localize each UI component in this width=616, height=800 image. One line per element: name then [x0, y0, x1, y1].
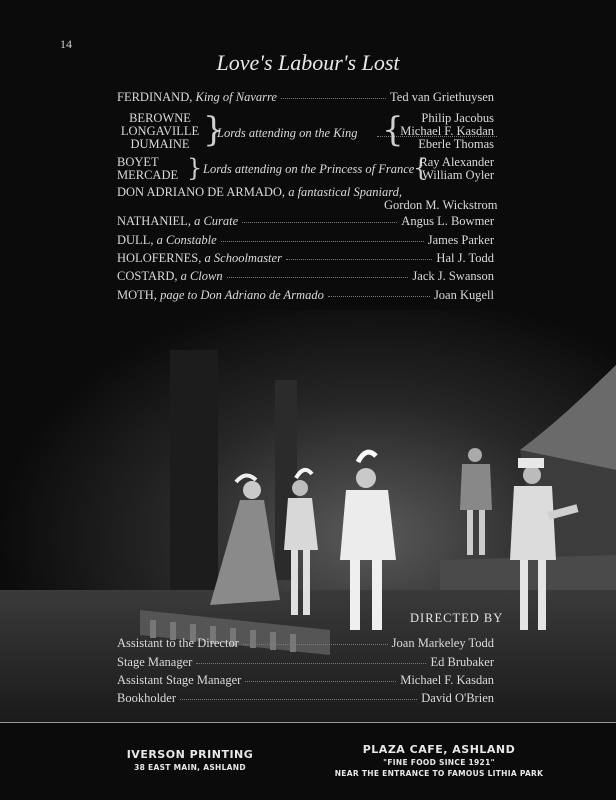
- brace-left: }: [203, 110, 225, 150]
- ad-name: PLAZA CAFE, ASHLAND: [362, 743, 516, 756]
- crew-row: [117, 636, 494, 651]
- crew-row: [117, 691, 494, 706]
- actor-name: William Oyler: [421, 168, 494, 182]
- ad-address: 38 EAST MAIN, ASHLAND: [134, 763, 246, 772]
- lords-princess-descriptor: Lords attending on the Princess of France: [203, 162, 415, 176]
- role-name: BOYET: [117, 155, 159, 169]
- play-title: Love's Labour's Lost: [216, 50, 400, 75]
- cast-role: HOLOFERNES, a Schoolmaster: [117, 251, 282, 265]
- actor-name: Philip Jacobus: [421, 111, 494, 125]
- lords-princess-group: [117, 156, 494, 184]
- crew-name: Michael F. Kasdan: [400, 673, 494, 687]
- directed-by-label: DIRECTED BY: [410, 611, 504, 625]
- cast-actor: Joan Kugell: [433, 288, 494, 302]
- cast-row: [117, 251, 494, 266]
- cast-role: MOTH, page to Don Adriano de Armado: [117, 288, 324, 302]
- cast-role: NATHANIEL, a Curate: [117, 214, 239, 228]
- ad-plaza-cafe: [334, 743, 544, 778]
- leader-dots: [286, 251, 432, 260]
- leader-dots: [245, 673, 396, 682]
- lords-princess-roles: [117, 156, 178, 182]
- cast-row: [117, 90, 494, 105]
- lords-king-actors: [400, 112, 494, 151]
- ad-name: IVERSON PRINTING: [126, 748, 254, 761]
- ad-location: NEAR THE ENTRANCE TO FAMOUS LITHIA PARK: [334, 769, 544, 778]
- lords-king-descriptor: Lords attending on the King: [217, 126, 358, 140]
- cast-actor: Hal J. Todd: [436, 251, 494, 265]
- crew-name: Ed Brubaker: [430, 655, 494, 669]
- leader-dots: [196, 655, 426, 664]
- cast-role: COSTARD, a Clown: [117, 269, 223, 283]
- leader-dots: [221, 233, 424, 242]
- ad-iverson-printing: [110, 748, 270, 772]
- cast-row: [117, 288, 494, 303]
- brace-right: {: [413, 154, 429, 182]
- crew-row: [117, 655, 494, 670]
- lords-king-roles: [117, 112, 203, 151]
- leader-dots: [227, 269, 409, 278]
- brace-right: {: [382, 110, 404, 150]
- cast-role: FERDINAND, King of Navarre: [117, 90, 277, 104]
- cast-row: [117, 269, 494, 284]
- cast-row: [117, 233, 494, 248]
- leader-dots: [243, 636, 388, 645]
- crew-name: Joan Markeley Todd: [391, 636, 494, 650]
- lords-king-group: [117, 112, 494, 152]
- leader-dots: [180, 691, 417, 700]
- cast-actor-don-adriano: [384, 198, 498, 213]
- role-name: DUMAINE: [130, 137, 190, 151]
- leader-dots: [281, 90, 386, 99]
- crew-role: Stage Manager: [117, 655, 193, 669]
- ad-slogan: "FINE FOOD SINCE 1921": [383, 758, 495, 767]
- cast-actor: Gordon M. Wickstrom: [384, 198, 498, 212]
- crew-role: Bookholder: [117, 691, 177, 705]
- cast-actor: Ted van Griethuysen: [390, 90, 494, 104]
- actor-name: Michael F. Kasdan: [400, 124, 494, 138]
- lords-princess-actors: [419, 156, 494, 182]
- cast-actor: Angus L. Bowmer: [401, 214, 494, 228]
- crew-name: David O'Brien: [421, 691, 494, 705]
- role-name: LONGAVILLE: [120, 124, 200, 138]
- role-name: BEROWNE: [129, 111, 191, 125]
- cast-role: DON ADRIANO DE ARMADO, a fantastical Spaniard,: [117, 185, 402, 199]
- cast-actor: Jack J. Swanson: [412, 269, 494, 283]
- brace-left: }: [187, 154, 203, 182]
- crew-role: Assistant to the Director: [117, 636, 239, 650]
- footer-divider: [0, 722, 616, 723]
- page-number: 14: [60, 37, 72, 51]
- cast-role: DULL, a Constable: [117, 233, 217, 247]
- cast-row: [117, 214, 494, 229]
- actor-name: Eberle Thomas: [418, 137, 494, 151]
- cast-actor: James Parker: [427, 233, 494, 247]
- leader-dots: [242, 214, 397, 223]
- crew-role: Assistant Stage Manager: [117, 673, 242, 687]
- crew-row: [117, 673, 494, 688]
- cast-row-don-adriano: [117, 185, 402, 200]
- actor-name: Ray Alexander: [419, 155, 494, 169]
- leader-dots: [328, 288, 430, 297]
- role-name: MERCADE: [117, 168, 179, 182]
